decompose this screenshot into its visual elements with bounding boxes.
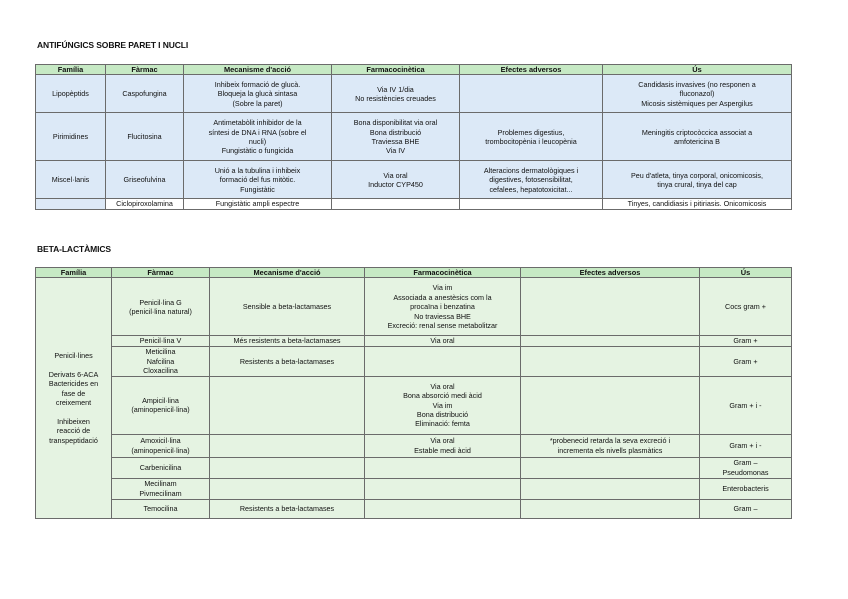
cell-mecanisme xyxy=(184,161,332,199)
cell-farmac xyxy=(112,499,210,518)
cell-farmacocinetica xyxy=(365,457,521,478)
cell-text-line: creixement xyxy=(55,398,92,408)
cell-mecanisme xyxy=(210,336,365,346)
cell-text-line: Estable medi àcid xyxy=(414,445,471,455)
header-familia: Família xyxy=(36,268,112,278)
cell-efectes xyxy=(521,457,700,478)
cell-farmacocinetica xyxy=(332,199,460,209)
cell-us xyxy=(700,376,792,434)
cell-efectes xyxy=(521,499,700,518)
cell-farmac xyxy=(112,278,210,336)
cell-farmacocinetica xyxy=(365,376,521,434)
header-farmacocinetica: Farmacocinètica xyxy=(332,65,460,75)
table-row xyxy=(36,75,792,113)
cell-mecanisme xyxy=(184,199,332,209)
cell-text-line: No resistències creuades xyxy=(355,93,436,103)
cell-text-line: Eliminació: femta xyxy=(415,419,470,429)
cell-text-line: Mecilinam xyxy=(144,479,177,489)
cell-mecanisme xyxy=(210,346,365,376)
cell-text-line: síntesi de DNA i RNA (sobre el xyxy=(208,127,307,137)
cell-farmacocinetica xyxy=(365,434,521,457)
cell-text-line: Penicil·lina G xyxy=(139,297,182,307)
header-us: Ús xyxy=(603,65,792,75)
cell-mecanisme xyxy=(210,478,365,499)
cell-farmac xyxy=(106,199,184,209)
table-row xyxy=(36,478,792,499)
cell-farmac xyxy=(112,346,210,376)
cell-text-line: Peu d'atleta, tinya corporal, onicomicosis, xyxy=(630,170,763,180)
cell-text-line: Via oral xyxy=(430,436,455,446)
cell-text-line: (aminopenicil·lina) xyxy=(131,405,190,415)
header-familia: Família xyxy=(36,65,106,75)
cell-us xyxy=(700,336,792,346)
cell-text-line: Unió a la tubulina i inhibeix xyxy=(214,165,301,175)
cell-text-line: cefalees, hepatotoxicitat... xyxy=(489,184,573,194)
betalactamics-header-row xyxy=(36,268,792,278)
cell-farmac xyxy=(106,75,184,113)
cell-text-line: Bactericides en xyxy=(48,379,99,389)
cell-familia xyxy=(36,278,112,518)
cell-farmac xyxy=(106,161,184,199)
cell-text-line: Via oral xyxy=(430,336,455,346)
cell-us xyxy=(603,113,792,161)
cell-text-line: tinya crural, tinya del cap xyxy=(657,179,737,189)
cell-text-line: amfotericina B xyxy=(674,136,720,146)
cell-text-line: *probenecid retarda la seva excreció i xyxy=(549,436,671,446)
cell-farmacocinetica xyxy=(332,113,460,161)
table-row xyxy=(36,336,792,346)
cell-farmac xyxy=(106,113,184,161)
cell-farmac xyxy=(112,336,210,346)
header-farmacocinetica: Farmacocinètica xyxy=(365,268,521,278)
table-row xyxy=(36,199,792,209)
cell-text-line: Griseofulvina xyxy=(123,175,166,185)
cell-text-line: Associada a anestèsics com la xyxy=(393,292,492,302)
table-row xyxy=(36,434,792,457)
cell-text-line: Gram + i - xyxy=(729,441,762,451)
cell-text-line: Cloxacilina xyxy=(143,366,178,376)
cell-text-line: Pirimidines xyxy=(52,132,89,142)
cell-text-line: Fungistàtic o fungicida xyxy=(221,146,294,156)
cell-us xyxy=(700,499,792,518)
table-row xyxy=(36,346,792,376)
cell-us xyxy=(603,75,792,113)
header-farmac: Fàrmac xyxy=(106,65,184,75)
cell-text-line: Amoxicil·lina xyxy=(140,436,181,446)
table-row xyxy=(36,161,792,199)
cell-mecanisme xyxy=(210,278,365,336)
cell-efectes xyxy=(521,478,700,499)
cell-text-line: Inhibeixen xyxy=(57,416,90,426)
cell-efectes xyxy=(521,434,700,457)
cell-text-line: (penicil·lina natural) xyxy=(129,306,192,316)
header-efectes: Efectes adversos xyxy=(521,268,700,278)
cell-text-line: Pseudomonas xyxy=(722,467,769,477)
cell-text-line: nucli) xyxy=(248,136,267,146)
cell-text-line: Més resistents a beta-lactamases xyxy=(233,336,341,346)
cell-mecanisme xyxy=(184,113,332,161)
cell-text-line: Meningitis criptocòccica associat a xyxy=(641,127,753,137)
cell-text-line: Bona distribució xyxy=(416,410,469,420)
cell-efectes xyxy=(521,376,700,434)
cell-us xyxy=(700,278,792,336)
cell-text-line: Cocs gram + xyxy=(725,302,766,312)
cell-text-line: Traviessa BHE xyxy=(371,136,420,146)
cell-text-line: Micosis sistèmiques per Aspergilus xyxy=(641,98,753,108)
cell-text-line: Caspofungina xyxy=(122,89,167,99)
cell-text-line: Bona absorció medi àcid xyxy=(403,391,482,401)
cell-farmacocinetica xyxy=(365,499,521,518)
cell-farmac xyxy=(112,478,210,499)
cell-us xyxy=(700,478,792,499)
cell-us xyxy=(603,199,792,209)
table-row xyxy=(36,278,792,336)
table-row xyxy=(36,499,792,518)
cell-farmac xyxy=(112,376,210,434)
cell-text-line: No traviessa BHE xyxy=(414,311,471,321)
cell-text-line: Via oral xyxy=(430,381,455,391)
cell-us xyxy=(603,161,792,199)
cell-text-line: Excreció: renal sense metabolitzar xyxy=(387,321,498,331)
cell-efectes xyxy=(521,278,700,336)
cell-text-line: Resistents a beta-lactamases xyxy=(239,356,335,366)
cell-farmacocinetica xyxy=(332,75,460,113)
cell-text-line: (aminopenicil·lina) xyxy=(131,445,190,455)
cell-text-line: Bona distribució xyxy=(369,127,422,137)
cell-text-line: trombocitopènia i leucopènia xyxy=(485,136,577,146)
cell-mecanisme xyxy=(210,499,365,518)
cell-text-line: Via oral xyxy=(383,170,408,180)
cell-text-line: transpeptidació xyxy=(49,435,98,445)
cell-text-line: Penicil·lina V xyxy=(139,336,182,346)
cell-efectes xyxy=(460,113,603,161)
cell-text-line: Gram – xyxy=(733,504,758,514)
header-efectes: Efectes adversos xyxy=(460,65,603,75)
cell-mecanisme xyxy=(210,457,365,478)
cell-text-line: Carbenicilina xyxy=(139,463,182,473)
cell-text-line: Penicil·lines xyxy=(54,351,93,361)
antifungics-table xyxy=(35,64,792,210)
cell-text-line: Enterobacteris xyxy=(722,484,769,494)
cell-text-line: Gram + xyxy=(733,356,758,366)
cell-text-line: Tinyes, candidiasis i pitiriasis. Onicomicosis xyxy=(627,199,767,209)
cell-text-line xyxy=(38,408,109,417)
cell-familia xyxy=(36,75,106,113)
cell-text-line: Lipopèptids xyxy=(52,89,89,99)
cell-farmacocinetica xyxy=(365,478,521,499)
cell-us xyxy=(700,346,792,376)
cell-text-line: Miscel·lanis xyxy=(51,175,90,185)
cell-mecanisme xyxy=(210,376,365,434)
cell-text-line: Meticilina xyxy=(145,347,176,357)
cell-text-line: Pivmecilinam xyxy=(139,488,182,498)
cell-text-line: Via IV 1/dia xyxy=(377,84,414,94)
table-row xyxy=(36,457,792,478)
cell-text-line: Via im xyxy=(432,400,453,410)
cell-us xyxy=(700,434,792,457)
cell-text-line: Problemes digestius, xyxy=(497,127,565,137)
cell-farmac xyxy=(112,457,210,478)
antifungics-header-row xyxy=(36,65,792,75)
header-farmac: Fàrmac xyxy=(112,268,210,278)
cell-text-line: Alteracions dermatològiques i xyxy=(483,165,579,175)
cell-familia xyxy=(36,199,106,209)
cell-familia xyxy=(36,113,106,161)
header-mecanisme: Mecanisme d'acció xyxy=(184,65,332,75)
table-row xyxy=(36,113,792,161)
cell-text-line: formació del fus mitòtic. xyxy=(219,175,296,185)
antifungics-title: ANTIFÚNGICS SOBRE PARET I NUCLI xyxy=(37,40,189,50)
cell-text-line: Inductor CYP450 xyxy=(368,179,423,189)
cell-text-line: reacció de xyxy=(56,426,91,436)
cell-farmacocinetica xyxy=(365,346,521,376)
cell-efectes xyxy=(521,336,700,346)
cell-text-line: Sensible a beta-lactamases xyxy=(242,302,332,312)
cell-text-line: (Sobre la paret) xyxy=(232,98,283,108)
cell-text-line: Via IV xyxy=(385,146,406,156)
cell-farmacocinetica xyxy=(365,278,521,336)
cell-text-line: Via im xyxy=(432,283,453,293)
cell-text-line: Bloqueja la glucà sintasa xyxy=(217,89,298,99)
cell-efectes xyxy=(460,75,603,113)
cell-familia xyxy=(36,161,106,199)
cell-text-line: procaïna i benzatina xyxy=(410,302,475,312)
cell-text-line: fluconazol) xyxy=(679,89,715,99)
cell-text-line: Gram + xyxy=(733,336,758,346)
cell-text-line: Ampicil·lina xyxy=(142,395,179,405)
cell-efectes xyxy=(460,199,603,209)
cell-text-line: Inhibeix formació de glucà. xyxy=(214,79,301,89)
cell-farmac xyxy=(112,434,210,457)
cell-text-line: Derivats 6-ACA xyxy=(48,369,99,379)
cell-text-line xyxy=(38,360,109,369)
header-us: Ús xyxy=(700,268,792,278)
cell-text-line: Ciclopiroxolamina xyxy=(116,199,173,209)
cell-text-line: fase de xyxy=(61,388,86,398)
cell-text-line: Nafcilina xyxy=(146,356,175,366)
cell-text-line: Antimetabòlit inhibidor de la xyxy=(213,118,302,128)
cell-efectes xyxy=(460,161,603,199)
header-mecanisme: Mecanisme d'acció xyxy=(210,268,365,278)
cell-text-line: Bona disponibilitat via oral xyxy=(353,118,438,128)
cell-text-line: Temocilina xyxy=(143,504,178,514)
cell-text-line: Gram – xyxy=(733,458,758,468)
cell-farmacocinetica xyxy=(332,161,460,199)
betalactamics-table xyxy=(35,267,792,519)
cell-efectes xyxy=(521,346,700,376)
cell-farmacocinetica xyxy=(365,336,521,346)
cell-text-line: Flucitosina xyxy=(127,132,162,142)
cell-text-line: Fungistàtic xyxy=(240,184,275,194)
betalactamics-title: BETA-LACTÀMICS xyxy=(37,244,111,254)
cell-mecanisme xyxy=(184,75,332,113)
cell-text-line: digestives, fotosensibilitat, xyxy=(489,175,573,185)
cell-mecanisme xyxy=(210,434,365,457)
cell-text-line: Gram + i - xyxy=(729,400,762,410)
table-row xyxy=(36,376,792,434)
cell-us xyxy=(700,457,792,478)
cell-text-line: incrementa els nivells plasmàtics xyxy=(557,445,663,455)
cell-text-line: Resistents a beta-lactamases xyxy=(239,504,335,514)
cell-text-line: Fungistàtic ampli espectre xyxy=(215,199,300,209)
cell-text-line: Candidasis invasives (no responen a xyxy=(638,79,756,89)
